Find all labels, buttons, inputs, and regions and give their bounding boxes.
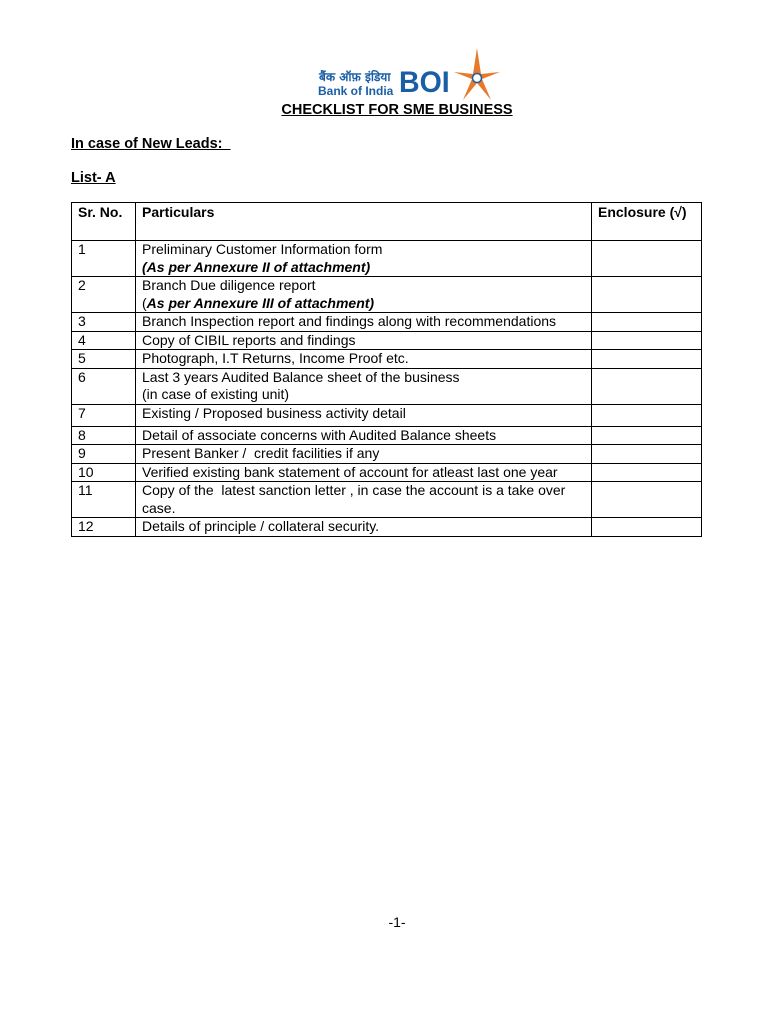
table-row — [72, 331, 702, 350]
row-particulars: Present Banker / credit facilities if any — [136, 445, 592, 464]
table-row — [72, 482, 702, 518]
row-particulars: Copy of CIBIL reports and findings — [136, 331, 592, 350]
row-number: 3 — [72, 313, 136, 332]
row-number: 9 — [72, 445, 136, 464]
enclosure-cell[interactable] — [592, 313, 702, 332]
row-note-line — [142, 295, 585, 313]
row-note: (As per Annexure II of attachment) — [142, 258, 371, 275]
table-row — [72, 426, 702, 445]
row-text: Preliminary Customer Information form — [142, 241, 383, 257]
table-row — [72, 518, 702, 537]
section-heading: In case of New Leads: — [71, 136, 231, 152]
row-particulars: Detail of associate concerns with Audited Balance sheets — [136, 426, 592, 445]
enclosure-cell[interactable] — [592, 350, 702, 369]
row-particulars: Photograph, I.T Returns, Income Proof etc. — [136, 350, 592, 369]
row-particulars — [136, 241, 592, 277]
enclosure-cell[interactable] — [592, 404, 702, 426]
row-particulars — [136, 277, 592, 313]
enclosure-cell[interactable] — [592, 426, 702, 445]
table-header-row — [72, 203, 702, 241]
row-note: As per Annexure III of attachment) — [146, 294, 375, 311]
row-number: 5 — [72, 350, 136, 369]
table-row — [72, 241, 702, 277]
table-row — [72, 445, 702, 464]
row-number: 11 — [72, 482, 136, 518]
document-title: CHECKLIST FOR SME BUSINESS — [281, 102, 513, 118]
row-number: 12 — [72, 518, 136, 537]
enclosure-cell[interactable] — [592, 482, 702, 518]
star-icon — [454, 48, 500, 100]
row-number: 4 — [72, 331, 136, 350]
logo-english-text: Bank of India — [318, 84, 394, 98]
row-particulars: Branch Inspection report and findings along with recommendations — [136, 313, 592, 332]
row-number: 7 — [72, 404, 136, 426]
enclosure-cell[interactable] — [592, 331, 702, 350]
row-particulars: Copy of the latest sanction letter , in case the account is a take over case. — [136, 482, 592, 518]
enclosure-cell[interactable] — [592, 368, 702, 404]
header-particulars: Particulars — [136, 203, 592, 241]
row-particulars: Details of principle / collateral security. — [136, 518, 592, 537]
row-number: 8 — [72, 426, 136, 445]
page-number: -1- — [388, 914, 406, 930]
enclosure-cell[interactable] — [592, 241, 702, 277]
table-row — [72, 368, 702, 404]
row-number: 6 — [72, 368, 136, 404]
bank-logo — [317, 46, 502, 102]
header-sr-no: Sr. No. — [72, 203, 136, 241]
row-number: 10 — [72, 463, 136, 482]
table-row — [72, 277, 702, 313]
enclosure-cell[interactable] — [592, 518, 702, 537]
header-enclosure: Enclosure (√) — [592, 203, 702, 241]
row-text-line2: (in case of existing unit) — [142, 386, 290, 402]
list-heading: List- A — [71, 170, 116, 186]
enclosure-cell[interactable] — [592, 277, 702, 313]
checklist-table — [71, 202, 702, 537]
row-note-prefix: ( — [142, 294, 147, 311]
logo-abbreviation: BOI — [399, 66, 450, 99]
row-text: Branch Due diligence report — [142, 277, 316, 293]
row-number: 2 — [72, 277, 136, 313]
row-number: 1 — [72, 241, 136, 277]
enclosure-cell[interactable] — [592, 463, 702, 482]
row-text: Last 3 years Audited Balance sheet of the business — [142, 368, 460, 385]
row-particulars: Existing / Proposed business activity detail — [136, 404, 592, 426]
row-particulars: Verified existing bank statement of account for atleast last one year — [136, 463, 592, 482]
table-row — [72, 404, 702, 426]
logo-hindi-text: बैंक ऑफ़ इंडिया — [319, 70, 391, 84]
enclosure-cell[interactable] — [592, 445, 702, 464]
table-row — [72, 463, 702, 482]
table-row — [72, 350, 702, 369]
table-row — [72, 313, 702, 332]
row-particulars — [136, 368, 592, 404]
